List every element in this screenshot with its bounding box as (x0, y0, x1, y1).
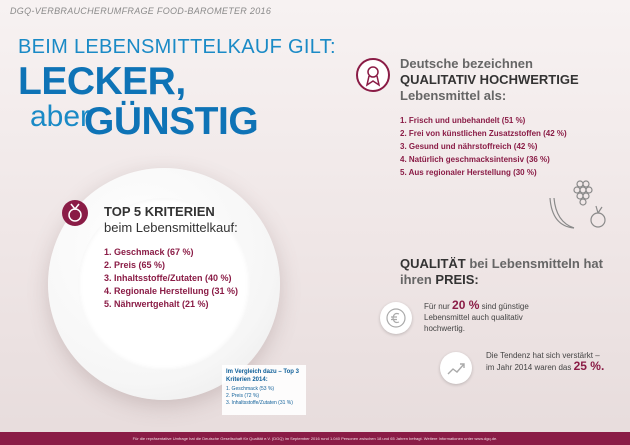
list-item: 2. Frei von künstlichen Zusatzstoffen (42 %) (400, 129, 567, 138)
price-heading-middle: bei Lebensmitteln hat ihren (400, 256, 603, 287)
food-illustration-icon (546, 176, 610, 236)
list-item: 4. Regionale Herstellung (31 %) (104, 286, 239, 296)
quality-heading-line1: Deutsche bezeichnen (400, 56, 533, 71)
top5-subtitle: beim Lebensmittelkauf: (104, 220, 238, 235)
comparison-title: Im Vergleich dazu – Top 3 Kriterien 2014: (226, 369, 299, 383)
list-item: 1. Geschmack (67 %) (104, 247, 194, 257)
list-item: 5. Nährwertgehalt (21 %) (104, 299, 209, 309)
survey-label: DGQ-VERBRAUCHERUMFRAGE FOOD-BAROMETER 2016 (10, 6, 272, 16)
euro-icon (380, 302, 412, 334)
stat-25-percent (486, 350, 606, 373)
list-item: 5. Aus regionaler Herstellung (30 %) (400, 168, 537, 177)
trend-chart-icon (440, 352, 472, 384)
stat1-value: 20 % (452, 298, 480, 312)
price-heading-price: PREIS: (435, 272, 479, 287)
list-item: 4. Natürlich geschmacksintensiv (36 %) (400, 155, 550, 164)
list-item: 3. Inhaltsstoffe/Zutaten (31 %) (226, 400, 293, 406)
comparison-box (222, 365, 306, 415)
list-item: 1. Frisch und unbehandelt (51 %) (400, 116, 526, 125)
top5-title: TOP 5 KRITERIEN (104, 204, 215, 219)
stat1-pre: Für nur (424, 302, 450, 311)
comparison-list (226, 386, 302, 407)
quality-medal-icon (356, 58, 390, 92)
footer-bar (0, 432, 630, 445)
stat1-post: sind günstige Lebensmittel auch qualitativ hochwertig. (424, 302, 529, 333)
stat-20-percent (424, 300, 564, 334)
list-item: 3. Inhaltsstoffe/Zutaten (40 %) (104, 273, 232, 283)
price-heading-quality: QUALITÄT (400, 256, 466, 271)
list-item: 3. Gesund und nährstoffreich (42 %) (400, 142, 538, 151)
headline-guenstig: GÜNSTIG (84, 100, 259, 143)
medal-icon (62, 200, 88, 226)
stat2-pre: Die Tendenz hat sich verstärkt – im Jahr 2014 waren das (486, 351, 600, 372)
quality-heading-line2: QUALITATIV HOCHWERTIGE (400, 72, 579, 87)
footer-text: Für die repräsentative Umfrage hat die Deutsche Gesellschaft für Qualität e.V. (DGQ) im September 2016 rund 1.040 Personen zwischen 18 und 65 Jahren befragt. Weitere Informationen unter www.dgq.de. (132, 436, 498, 441)
headline-aber: aber (30, 100, 91, 133)
list-item: 1. Geschmack (53 %) (226, 386, 275, 392)
price-heading (400, 256, 610, 288)
list-item: 2. Preis (65 %) (104, 260, 166, 270)
stat2-value: 25 %. (573, 359, 605, 373)
top5-list (104, 246, 238, 311)
headline-lecker: LECKER, (18, 60, 186, 103)
quality-list (400, 114, 567, 179)
list-item: 2. Preis (72 %) (226, 393, 260, 399)
headline-line1: BEIM LEBENSMITTELKAUF GILT: (18, 36, 336, 58)
quality-heading-line3: Lebensmittel als: (400, 88, 507, 103)
